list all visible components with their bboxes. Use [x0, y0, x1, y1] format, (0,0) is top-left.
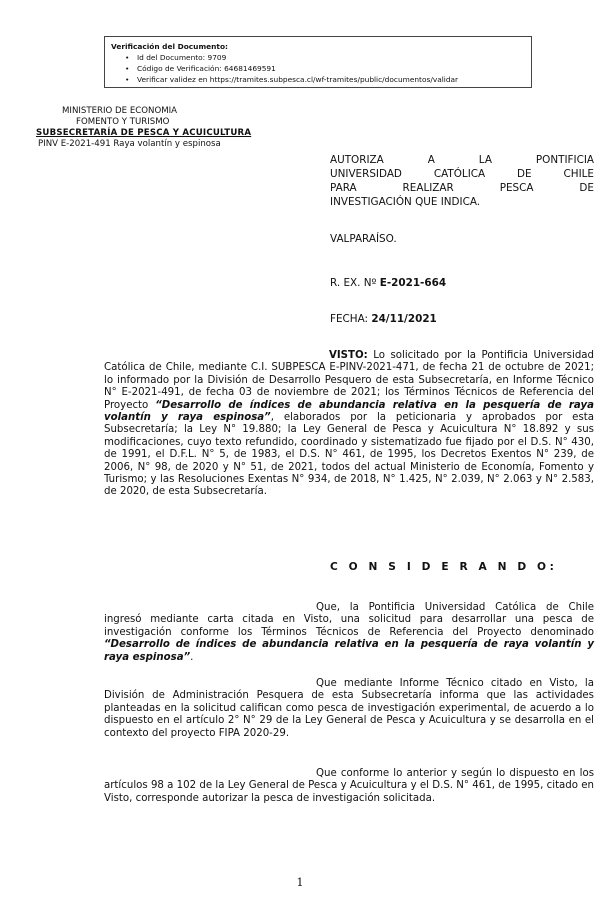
place: VALPARAÍSO.	[330, 233, 397, 245]
date-label: FECHA:	[330, 313, 372, 325]
considerando-2-text: Que mediante Informe Técnico citado en Visto, la División de Administración Pesquera de esta Subsecretaría informa que las actividades planteadas en la solicitud califican como pesca de investigación experimental, de acuerdo a lo dispuesto en el artículo 2° N° 29 de la Ley General de Pesca y Acuicultura y se desarrolla en el contexto del proyecto FIPA 2020-29.	[104, 678, 594, 739]
verification-item-id: • Id del Documento: 9709	[137, 52, 531, 63]
title-line: UNIVERSIDAD CATÓLICA DE CHILE	[330, 168, 594, 180]
verification-box	[104, 36, 532, 88]
resolution-number-line	[330, 276, 446, 290]
title-line: PARA REALIZAR PESCA DE	[330, 182, 594, 194]
considerando-1-project: “Desarrollo de índices de abundancia relativa en la pesquería de raya volantín y raya espinosa”	[104, 639, 594, 663]
visto-text-2: , elaborados por la peticionaria y aprobados por esta Subsecretaría; la Ley N° 19.880; la Ley General de Pesca y Acuicultura N° 18.892 y sus modificaciones, cuyo texto refundido, coordinado y sistematizado fue fijado por el D.S. N° 430, de 1991, el D.F.L. N° 5, de 1983, el D.S. N° 461, de 1995, los Decretos Exentos N° 239, de 2006, N° 98, de 2020 y N° 51, de 2021, todos del actual Ministerio de Economía, Fomento y Turismo; y las Resoluciones Exentas N° 934, de 2018, N° 1.425, N° 2.039, N° 2.063 y N° 2.583, de 2020, de esta Subsecretaría.	[104, 412, 594, 498]
visto-label: VISTO:	[329, 350, 368, 361]
considerando-3	[104, 768, 594, 805]
title-line: AUTORIZA A LA PONTIFICIA	[330, 154, 594, 166]
date-value: 24/11/2021	[371, 313, 437, 325]
visto-paragraph	[104, 350, 594, 499]
considerando-heading: C O N S I D E R A N D O:	[330, 561, 558, 573]
verification-title: Verificación del Documento:	[111, 42, 228, 51]
considerando-2	[104, 678, 594, 740]
resolution-title	[330, 153, 594, 209]
title-line: INVESTIGACIÓN QUE INDICA.	[330, 196, 481, 208]
considerando-3-text: Que conforme lo anterior y según lo dispuesto en los artículos 98 a 102 de la Ley General de Pesca y Acuicultura y el D.S. N° 461, de 1995, citado en Visto, corresponde autorizar la pesca de investigación solicitada.	[104, 768, 594, 804]
subsecretaria-name: SUBSECRETARÍA DE PESCA Y ACUICULTURA	[36, 128, 252, 138]
verification-item-url[interactable]: • Verificar validez en https://tramites.subpesca.cl/wf-tramites/public/documentos/validar	[137, 74, 531, 85]
considerando-1-end: .	[190, 651, 194, 663]
visto-project-title: “Desarrollo de índices de abundancia relativa en la pesquería de raya volantín y raya espinosa”	[104, 399, 594, 424]
considerando-1	[104, 602, 594, 664]
ministry-name-2: FOMENTO Y TURISMO	[76, 117, 170, 127]
resolution-label: R. EX. Nº	[330, 277, 380, 289]
date-line	[330, 312, 437, 326]
resolution-number: E-2021-664	[379, 277, 447, 289]
letterhead	[14, 106, 251, 150]
verification-list	[111, 52, 531, 85]
ministry-name: MINISTERIO DE ECONOMIA	[62, 106, 178, 116]
verification-item-code: • Código de Verificación: 64681469591	[137, 63, 531, 74]
pinv-reference: PINV E-2021-491 Raya volantín y espinosa	[38, 139, 221, 149]
visto-text-1: Lo solicitado por la Pontificia Universidad Católica de Chile, mediante C.I. SUBPESCA E-PINV-2021-471, de fecha 21 de octubre de 2021; lo informado por la División de Desarrollo Pesquero de esta Subsecretaría, en Informe Técnico N° E-2021-491, de fecha 03 de noviembre de 2021; los Términos Técnicos de Referencia del Proyecto	[104, 350, 594, 411]
page-number: 1	[296, 876, 304, 889]
considerando-1-text: Que, la Pontificia Universidad Católica de Chile ingresó mediante carta citada en Visto, una solicitud para desarrollar una pesca de investigación conforme los Términos Técnicos de Referencia del Proyecto denominado	[104, 602, 594, 638]
